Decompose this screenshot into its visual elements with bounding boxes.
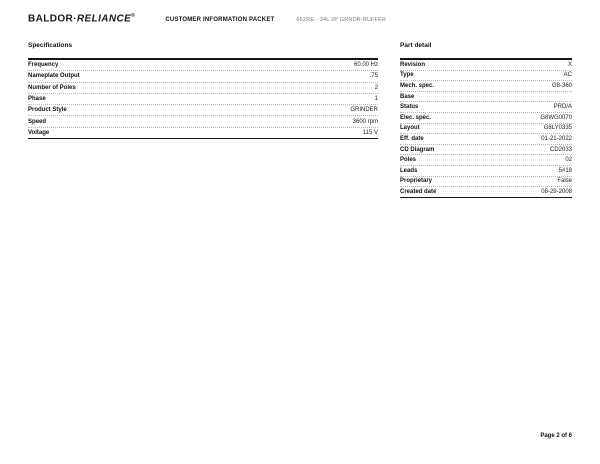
spec-table-row (28, 83, 378, 94)
part-detail-row-value: G8WG0070 (540, 114, 572, 121)
part-detail-row-label: Proprietary (400, 178, 433, 185)
part-detail-row-value: CD2033 (549, 146, 572, 153)
specifications-title: Specifications (28, 42, 73, 49)
spec-row-value: 1 (374, 96, 378, 103)
part-detail-row (400, 155, 572, 166)
spec-row-value: 3600 rpm (352, 118, 378, 125)
spec-row-label: Phase (28, 96, 46, 103)
page-header (28, 13, 572, 27)
part-detail-row (400, 60, 572, 71)
trademark-symbol: ® (131, 13, 136, 19)
part-detail-section (400, 42, 572, 198)
part-detail-row (400, 113, 572, 124)
part-detail-row-value: 08-29-2008 (541, 188, 572, 195)
spec-row-value: GRINDER (350, 107, 378, 114)
part-detail-row-value: 01-21-2022 (541, 135, 572, 142)
spec-table-row (28, 116, 378, 127)
spec-table-row (28, 94, 378, 105)
part-detail-row-value: G8LY0335 (543, 125, 572, 132)
spec-row-label: Voltage (28, 129, 50, 136)
part-detail-row-value: False (557, 178, 572, 185)
part-detail-row (400, 71, 572, 82)
product-code: 662RE - 34L 2P GRNDR-BUFFER (296, 17, 387, 24)
logo-brand-left: BALDOR (28, 13, 74, 25)
part-detail-row-value: 5#18 (558, 167, 572, 174)
part-detail-row-value: 02 (565, 157, 572, 164)
part-detail-row (400, 187, 572, 197)
part-detail-row-value: AC (563, 72, 572, 79)
part-detail-row-label: Mech. spec. (400, 82, 435, 89)
spec-row-label: Product Style (28, 107, 67, 114)
part-detail-row-label: Base (400, 93, 415, 100)
spec-row-value: .75 (369, 73, 378, 80)
specifications-section (28, 42, 378, 139)
part-detail-table (400, 58, 572, 198)
part-detail-row-label: CD Diagram (400, 146, 435, 153)
part-detail-row-value: X (567, 61, 572, 68)
spec-table-row (28, 128, 378, 138)
part-detail-row (400, 92, 572, 103)
part-detail-row-label: Eff. date (400, 135, 424, 142)
spec-row-label: Number of Poles (28, 84, 76, 91)
specifications-table (28, 58, 378, 139)
spec-row-value: 2 (374, 84, 378, 91)
spec-table-row (28, 71, 378, 82)
baldor-reliance-logo (28, 13, 135, 24)
page-number: Page 2 of 6 (540, 433, 572, 439)
part-detail-row-label: Leads (400, 167, 418, 174)
part-detail-title: Part detail (400, 42, 432, 49)
part-detail-row-label: Revision (400, 61, 426, 68)
part-detail-row-value: G8-360 (551, 82, 572, 89)
spec-row-value: 60.00 Hz (353, 62, 378, 69)
part-detail-row-label: Layout (400, 125, 420, 132)
spec-row-label: Frequency (28, 62, 59, 69)
part-detail-row-label: Status (400, 104, 419, 111)
spec-row-label: Speed (28, 118, 47, 125)
spec-table-row (28, 105, 378, 116)
logo-separator: · (73, 13, 77, 25)
part-detail-row (400, 102, 572, 113)
part-detail-row-value: PRD/A (553, 104, 572, 111)
part-detail-row (400, 134, 572, 145)
part-detail-row (400, 81, 572, 92)
part-detail-row (400, 124, 572, 135)
part-detail-row-label: Created date (400, 188, 437, 195)
part-detail-row-label: Elec. spec. (400, 114, 432, 121)
part-detail-row-label: Type (400, 72, 414, 79)
part-detail-row-label: Poles (400, 157, 417, 164)
part-detail-row (400, 145, 572, 156)
document-title: CUSTOMER INFORMATION PACKET (165, 17, 275, 24)
spec-row-label: Nameplate Output (28, 73, 80, 80)
part-detail-row (400, 166, 572, 177)
spec-row-value: 115 V (362, 129, 378, 136)
spec-table-row (28, 60, 378, 71)
logo-brand-right: RELIANCE (76, 13, 132, 25)
part-detail-row (400, 177, 572, 188)
